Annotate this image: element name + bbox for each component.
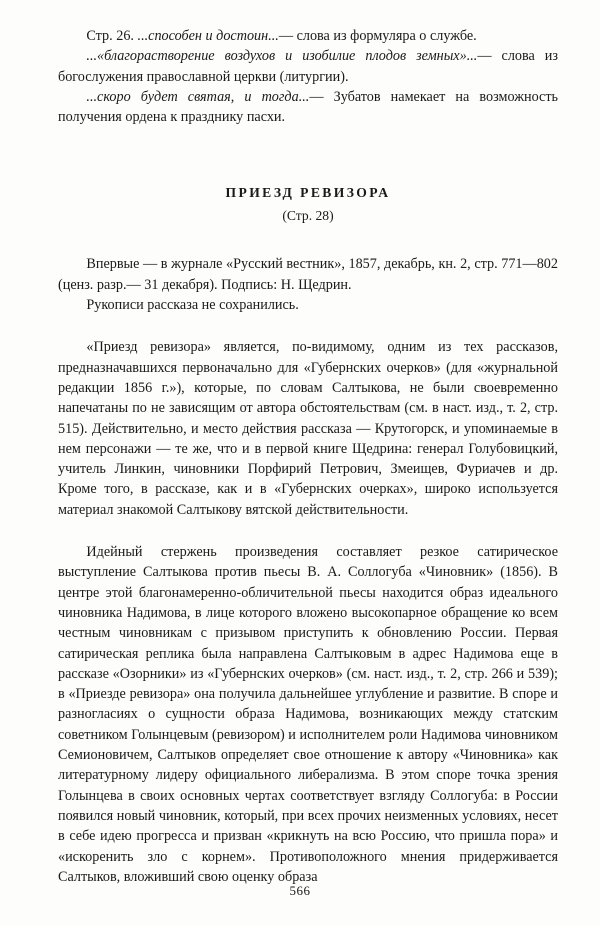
manuscripts-paragraph: Рукописи рассказа не сохранились. xyxy=(86,297,299,314)
note-quote: ...скоро будет святая, и тогда... xyxy=(86,88,310,105)
body-paragraph-1: «Приезд ревизора» является, по-видимому, одним из тех рассказов, предназначавшихся первоначально для «Губернских очерков» (для «журнальной редакции 1856 г.»), которые, по словам Салтыкова, не были своевременно напечатаны по не зависящим от автора обстоятельствам (см. в наст. изд., т. 2, стр. 515). Действительно, и место действия рассказа — Крутогорск, и упоминаемые в нем персонажи — те же, что и в первой книге Щедрина: генерал Голубовицкий, учитель Линкин, чиновники Порфирий Петрович, Змеищев, Фуриачев и др. Кроме того, в рассказе, как и в «Губернских очерках», широко используется материал знакомой Салтыкову вятской действительности. xyxy=(58,339,558,518)
section-heading-block xyxy=(58,185,558,224)
section-subtitle: (Стр. 28) xyxy=(282,208,334,224)
note-tail: — слова из богослужения православной церкви (литургии). xyxy=(58,48,558,85)
page-number: 566 xyxy=(289,883,311,898)
note-tail: — Зубатов намекает на возможность получения ордена к празднику пасхи. xyxy=(58,88,559,126)
commentary-notes xyxy=(58,26,558,127)
note-tail: — слова из формуляра о службе. xyxy=(278,28,477,44)
note-entry xyxy=(58,26,558,46)
body-paragraph-2: Идейный стержень произведения составляет резкое сатирическое выступление Салтыкова против пьесы В. А. Соллогуба «Чиновник» (1856). В центре этой благонамеренно-обличительной пьесы находится образ идеального чиновника Надимова, в лице которого вложено высокопарное обращение ко всем честным чиновникам с призывом приступить к обновлению России. Первая сатирическая реплика была направлена Салтыковым в адрес Надимова еще в рассказе «Озорники» из «Губернских очерков» (см. наст. изд., т. 2, стр. 266 и 539); в «Приезде ревизора» она получила дальнейшее углубление и развитие. В споре и разногласиях о сущности образа Надимова, возникающих между статским советником Голынцевым (ревизором) и исполнителем роли Надимова чиновником Семионовичем, Салтыков определяет свое отношение к автору «Чиновника» как литературному лидеру официального либерализма. В этом споре точка зрения Голынцева в своих основных чертах соответствует взгляду Соллогуба: в России появился новый чиновник, который, при всех прочих неизменных условиях, несет в себе идею прогресса и призван «крикнуть на всю Россию, что пришла пора» и «искоренить зло с корнем». Противоположного мнения придерживается Салтыков, вложивший свою оценку образа xyxy=(58,544,558,885)
note-entry xyxy=(58,87,558,128)
publication-paragraph: Впервые — в журнале «Русский вестник», 1857, декабрь, кн. 2, стр. 771—802 (ценз. разр.— 31 декабря). Подпись: Н. Щедрин. xyxy=(58,256,558,293)
note-entry xyxy=(58,46,558,87)
note-lead: Стр. 26. xyxy=(86,28,138,44)
note-quote: ...«благорастворение воздухов и изобилие плодов земных»... xyxy=(86,48,478,65)
note-quote: ...способен и достоин... xyxy=(137,28,279,44)
section-title: ПРИЕЗД РЕВИЗОРА xyxy=(225,185,391,201)
